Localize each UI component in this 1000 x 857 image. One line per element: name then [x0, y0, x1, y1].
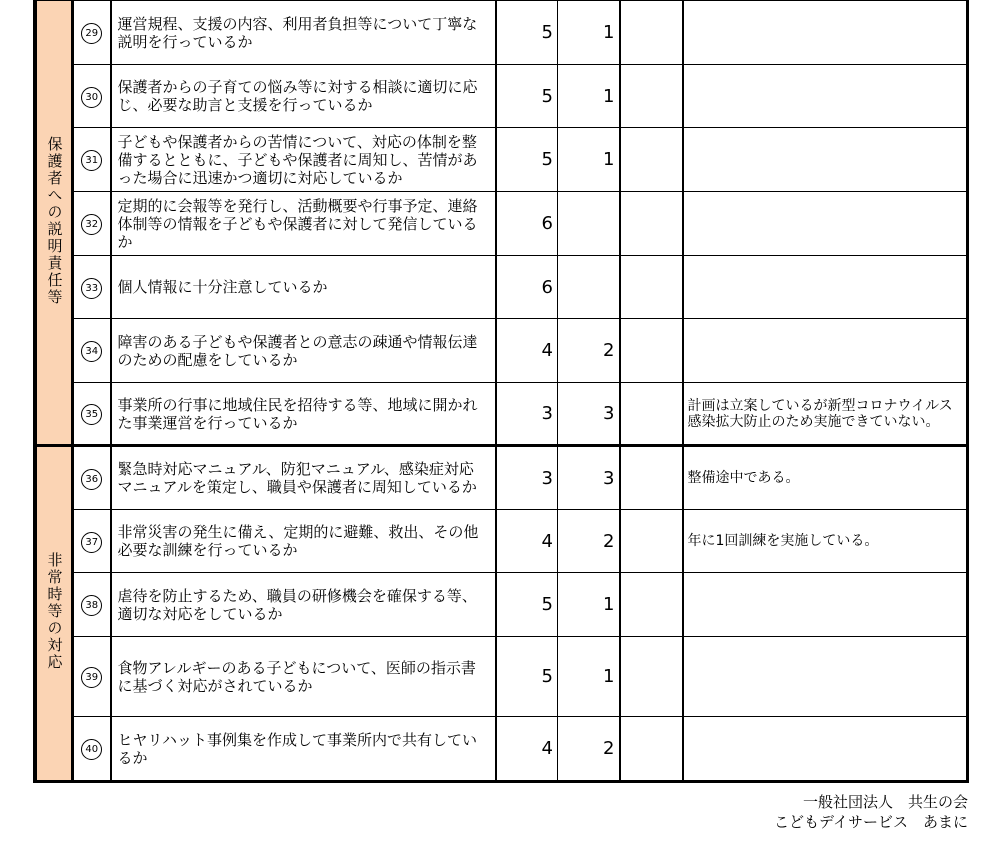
- section-label: 保護者への説明責任等: [45, 135, 64, 306]
- note-text: [683, 192, 967, 256]
- question-text: 事業所の行事に地域住民を招待する等、地域に開かれた事業運営を行っているか: [111, 383, 496, 446]
- item-number: 36: [81, 469, 102, 490]
- item-number: 39: [81, 667, 102, 688]
- count-c2: 2: [558, 510, 620, 573]
- item-number-cell: [73, 383, 111, 446]
- item-number: 32: [81, 214, 102, 235]
- table-row: [37, 65, 967, 128]
- item-number-cell: [73, 319, 111, 383]
- item-number-cell: [73, 1, 111, 65]
- item-number-cell: [73, 510, 111, 573]
- organization-name: 一般社団法人 共生の会: [802, 793, 968, 811]
- table-row: [37, 637, 967, 717]
- count-c2: 1: [558, 1, 620, 65]
- table-row: [37, 510, 967, 573]
- count-c1: 6: [496, 256, 558, 319]
- note-text: 年に1回訓練を実施している。: [683, 510, 967, 573]
- question-text: ヒヤリハット事例集を作成して事業所内で共有しているか: [111, 717, 496, 781]
- item-number: 33: [81, 278, 102, 299]
- table-row: [37, 717, 967, 781]
- question-text: 食物アレルギーのある子どもについて、医師の指示書に基づく対応がされているか: [111, 637, 496, 717]
- count-c1: 4: [496, 717, 558, 781]
- item-number-cell: [73, 446, 111, 510]
- count-c1: 5: [496, 65, 558, 128]
- item-number: 30: [81, 87, 102, 108]
- count-c1: 5: [496, 637, 558, 717]
- table-row: [37, 446, 967, 510]
- note-text: [683, 256, 967, 319]
- section-label: 非常時等の対応: [45, 552, 64, 671]
- count-c2: 1: [558, 128, 620, 192]
- evaluation-table: [33, 0, 969, 783]
- count-c1: 3: [496, 383, 558, 446]
- table-row: [37, 1, 967, 65]
- note-text: [683, 573, 967, 637]
- count-c3: [620, 717, 683, 781]
- count-c1: 3: [496, 446, 558, 510]
- note-text: [683, 637, 967, 717]
- item-number-cell: [73, 128, 111, 192]
- item-number: 31: [81, 150, 102, 171]
- item-number: 37: [81, 532, 102, 553]
- table-row: [37, 192, 967, 256]
- note-text: 計画は立案しているが新型コロナウイルス感染拡大防止のため実施できていない。: [683, 383, 967, 446]
- count-c1: 5: [496, 1, 558, 65]
- footer: [774, 792, 968, 832]
- count-c1: 5: [496, 128, 558, 192]
- count-c3: [620, 637, 683, 717]
- count-c2: 2: [558, 717, 620, 781]
- item-number-cell: [73, 192, 111, 256]
- count-c2: [558, 256, 620, 319]
- note-text: [683, 65, 967, 128]
- count-c2: [558, 192, 620, 256]
- item-number: 29: [81, 23, 102, 44]
- item-number-cell: [73, 573, 111, 637]
- table-row: [37, 128, 967, 192]
- question-text: 虐待を防止するため、職員の研修機会を確保する等、適切な対応をしているか: [111, 573, 496, 637]
- count-c3: [620, 383, 683, 446]
- item-number-cell: [73, 717, 111, 781]
- count-c3: [620, 510, 683, 573]
- item-number-cell: [73, 256, 111, 319]
- evaluation-grid: [36, 0, 967, 781]
- question-text: 運営規程、支援の内容、利用者負担等について丁寧な説明を行っているか: [111, 1, 496, 65]
- count-c2: 1: [558, 65, 620, 128]
- table-row: [37, 319, 967, 383]
- section-label-cell: [37, 446, 73, 781]
- facility-name: こどもデイサービス あまに: [774, 813, 968, 831]
- count-c3: [620, 1, 683, 65]
- table-row: [37, 256, 967, 319]
- count-c2: 1: [558, 573, 620, 637]
- item-number: 34: [81, 341, 102, 362]
- table-row: [37, 383, 967, 446]
- count-c2: 1: [558, 637, 620, 717]
- count-c2: 2: [558, 319, 620, 383]
- table-row: [37, 573, 967, 637]
- count-c3: [620, 128, 683, 192]
- count-c3: [620, 319, 683, 383]
- count-c3: [620, 573, 683, 637]
- question-text: 障害のある子どもや保護者との意志の疎通や情報伝達のための配慮をしているか: [111, 319, 496, 383]
- section-label-cell: [37, 1, 73, 446]
- note-text: [683, 128, 967, 192]
- question-text: 定期的に会報等を発行し、活動概要や行事予定、連絡体制等の情報を子どもや保護者に対して発信しているか: [111, 192, 496, 256]
- count-c3: [620, 65, 683, 128]
- question-text: 個人情報に十分注意しているか: [111, 256, 496, 319]
- count-c2: 3: [558, 383, 620, 446]
- question-text: 保護者からの子育ての悩み等に対する相談に適切に応じ、必要な助言と支援を行っているか: [111, 65, 496, 128]
- note-text: [683, 717, 967, 781]
- count-c1: 4: [496, 510, 558, 573]
- count-c3: [620, 256, 683, 319]
- item-number-cell: [73, 637, 111, 717]
- count-c1: 4: [496, 319, 558, 383]
- note-text: 整備途中である。: [683, 446, 967, 510]
- item-number-cell: [73, 65, 111, 128]
- question-text: 子どもや保護者からの苦情について、対応の体制を整備するとともに、子どもや保護者に周知し、苦情があった場合に迅速かつ適切に対応しているか: [111, 128, 496, 192]
- item-number: 38: [81, 595, 102, 616]
- question-text: 緊急時対応マニュアル、防犯マニュアル、感染症対応マニュアルを策定し、職員や保護者に周知しているか: [111, 446, 496, 510]
- note-text: [683, 1, 967, 65]
- item-number: 40: [81, 739, 102, 760]
- item-number: 35: [81, 404, 102, 425]
- note-text: [683, 319, 967, 383]
- count-c1: 6: [496, 192, 558, 256]
- count-c3: [620, 446, 683, 510]
- question-text: 非常災害の発生に備え、定期的に避難、救出、その他必要な訓練を行っているか: [111, 510, 496, 573]
- count-c3: [620, 192, 683, 256]
- count-c1: 5: [496, 573, 558, 637]
- count-c2: 3: [558, 446, 620, 510]
